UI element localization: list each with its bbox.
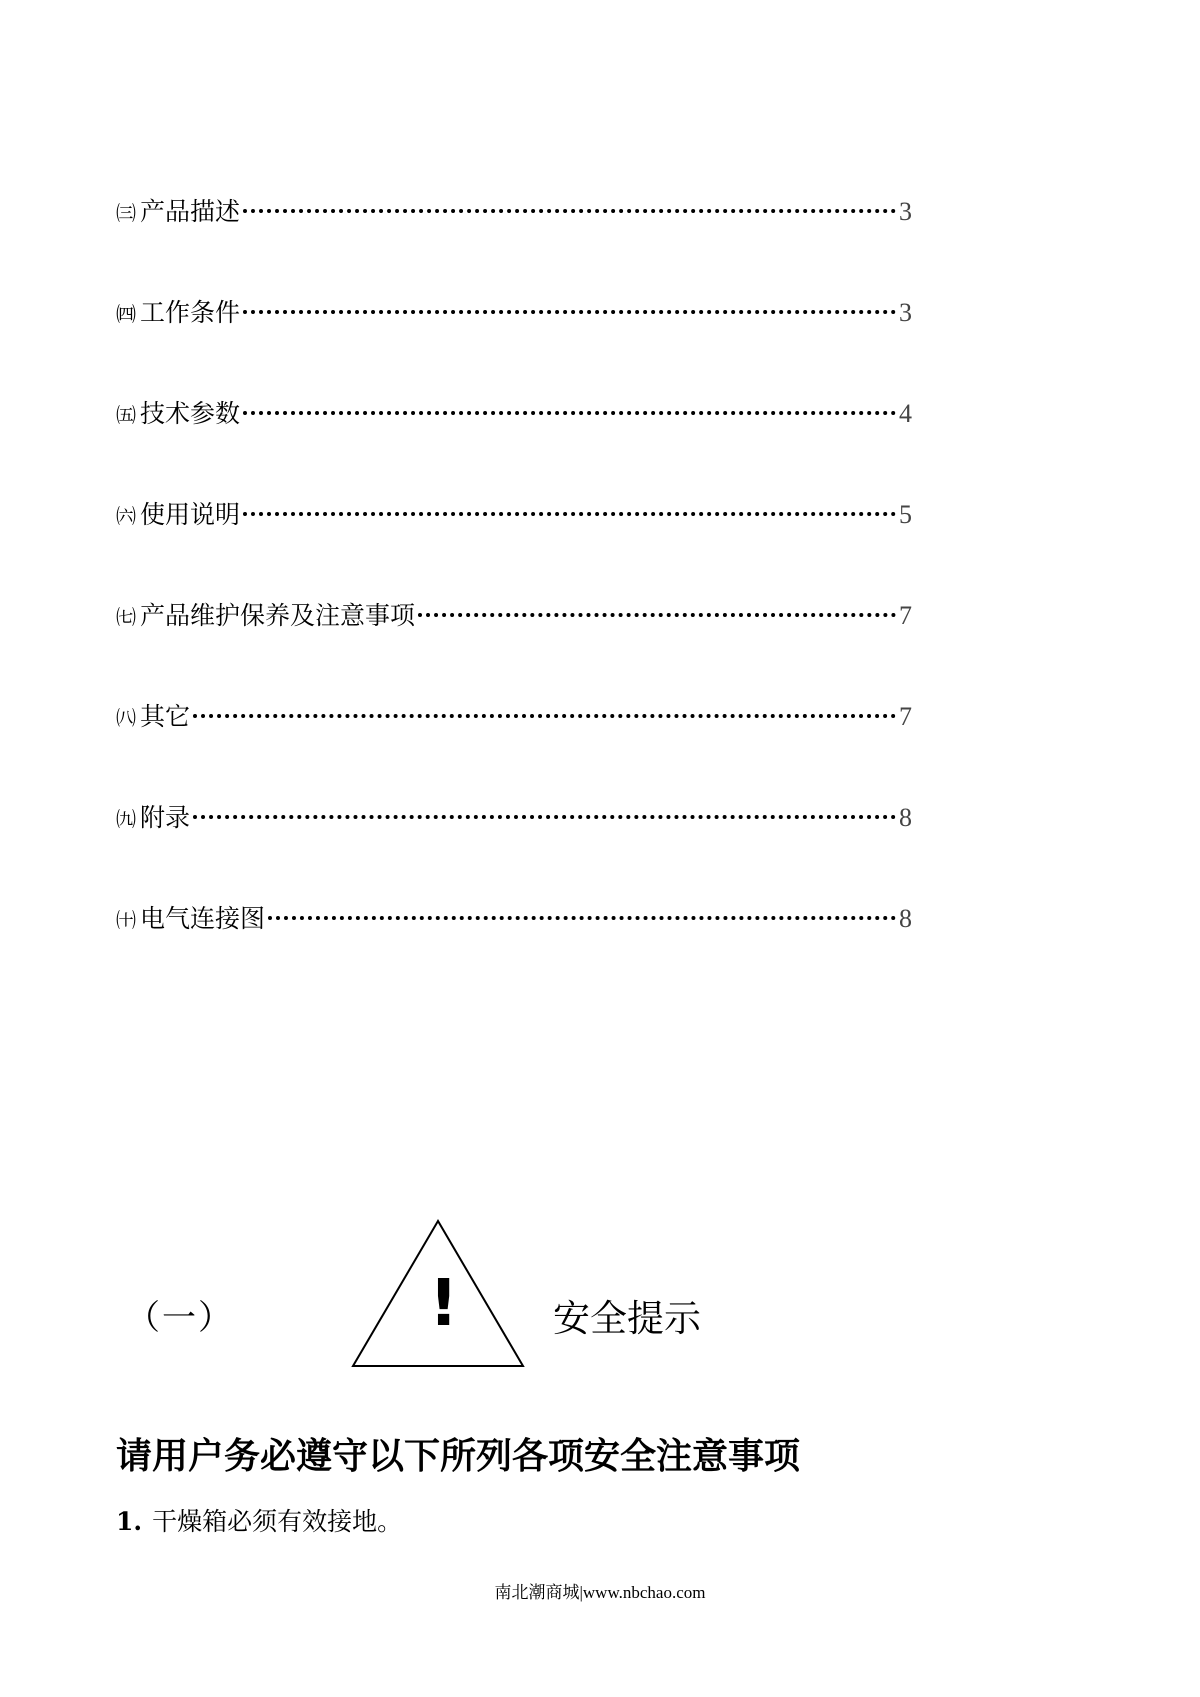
toc-entry[interactable] <box>116 899 912 1000</box>
toc-entry[interactable] <box>116 495 912 596</box>
toc-title: 产品描述 <box>140 197 241 226</box>
toc-title: 附录 <box>140 803 191 832</box>
exclamation-mark: ! <box>429 1267 459 1341</box>
toc-entry[interactable] <box>116 394 912 495</box>
toc-entry[interactable] <box>116 798 912 899</box>
toc-marker: ㈧ <box>116 706 136 730</box>
toc-page-number: 5 <box>899 500 912 529</box>
warning-triangle-icon <box>350 1218 526 1374</box>
toc-page-number: 8 <box>899 803 912 832</box>
toc-entry[interactable] <box>116 697 912 798</box>
toc-page-number: 7 <box>899 601 912 630</box>
toc-dot-leader <box>268 916 896 920</box>
toc-title: 工作条件 <box>140 298 241 327</box>
toc-marker: ㈣ <box>116 302 136 326</box>
page-footer[interactable] <box>0 1578 1200 1603</box>
toc-dot-leader <box>243 411 896 415</box>
toc-title: 技术参数 <box>140 399 241 428</box>
toc-marker: ㈤ <box>116 403 136 427</box>
toc-marker: ㈢ <box>116 201 136 225</box>
toc-marker: ㈨ <box>116 807 136 831</box>
toc-dot-leader <box>418 613 896 617</box>
toc-dot-leader <box>193 714 896 718</box>
toc-page-number: 7 <box>899 702 912 731</box>
toc-entry[interactable] <box>116 293 912 394</box>
toc-title: 电气连接图 <box>140 904 266 933</box>
toc-page-number: 3 <box>899 197 912 226</box>
table-of-contents <box>116 192 912 1000</box>
notice-heading: 请用户务必遵守以下所列各项安全注意事项 <box>116 1436 801 1477</box>
toc-marker: ㈩ <box>116 908 136 932</box>
toc-marker: ㈦ <box>116 605 136 629</box>
list-item-text: 干燥箱必须有效接地。 <box>152 1507 403 1536</box>
toc-entry[interactable] <box>116 596 912 697</box>
toc-title: 使用说明 <box>140 500 241 529</box>
section-number: （一） <box>126 1298 234 1338</box>
section-title: 安全提示 <box>553 1297 701 1340</box>
toc-title: 其它 <box>140 702 191 731</box>
list-item <box>116 1502 402 1538</box>
toc-page-number: 8 <box>899 904 912 933</box>
toc-entry[interactable] <box>116 192 912 293</box>
toc-title: 产品维护保养及注意事项 <box>140 601 416 630</box>
toc-dot-leader <box>243 209 896 213</box>
footer-text[interactable]: 南北潮商城|www.nbchao.com <box>494 1583 706 1602</box>
toc-dot-leader <box>243 310 896 314</box>
toc-page-number: 3 <box>899 298 912 327</box>
list-item-number: 1. <box>116 1507 143 1536</box>
toc-dot-leader <box>193 815 896 819</box>
toc-marker: ㈥ <box>116 504 136 528</box>
toc-dot-leader <box>243 512 896 516</box>
toc-page-number: 4 <box>899 399 912 428</box>
